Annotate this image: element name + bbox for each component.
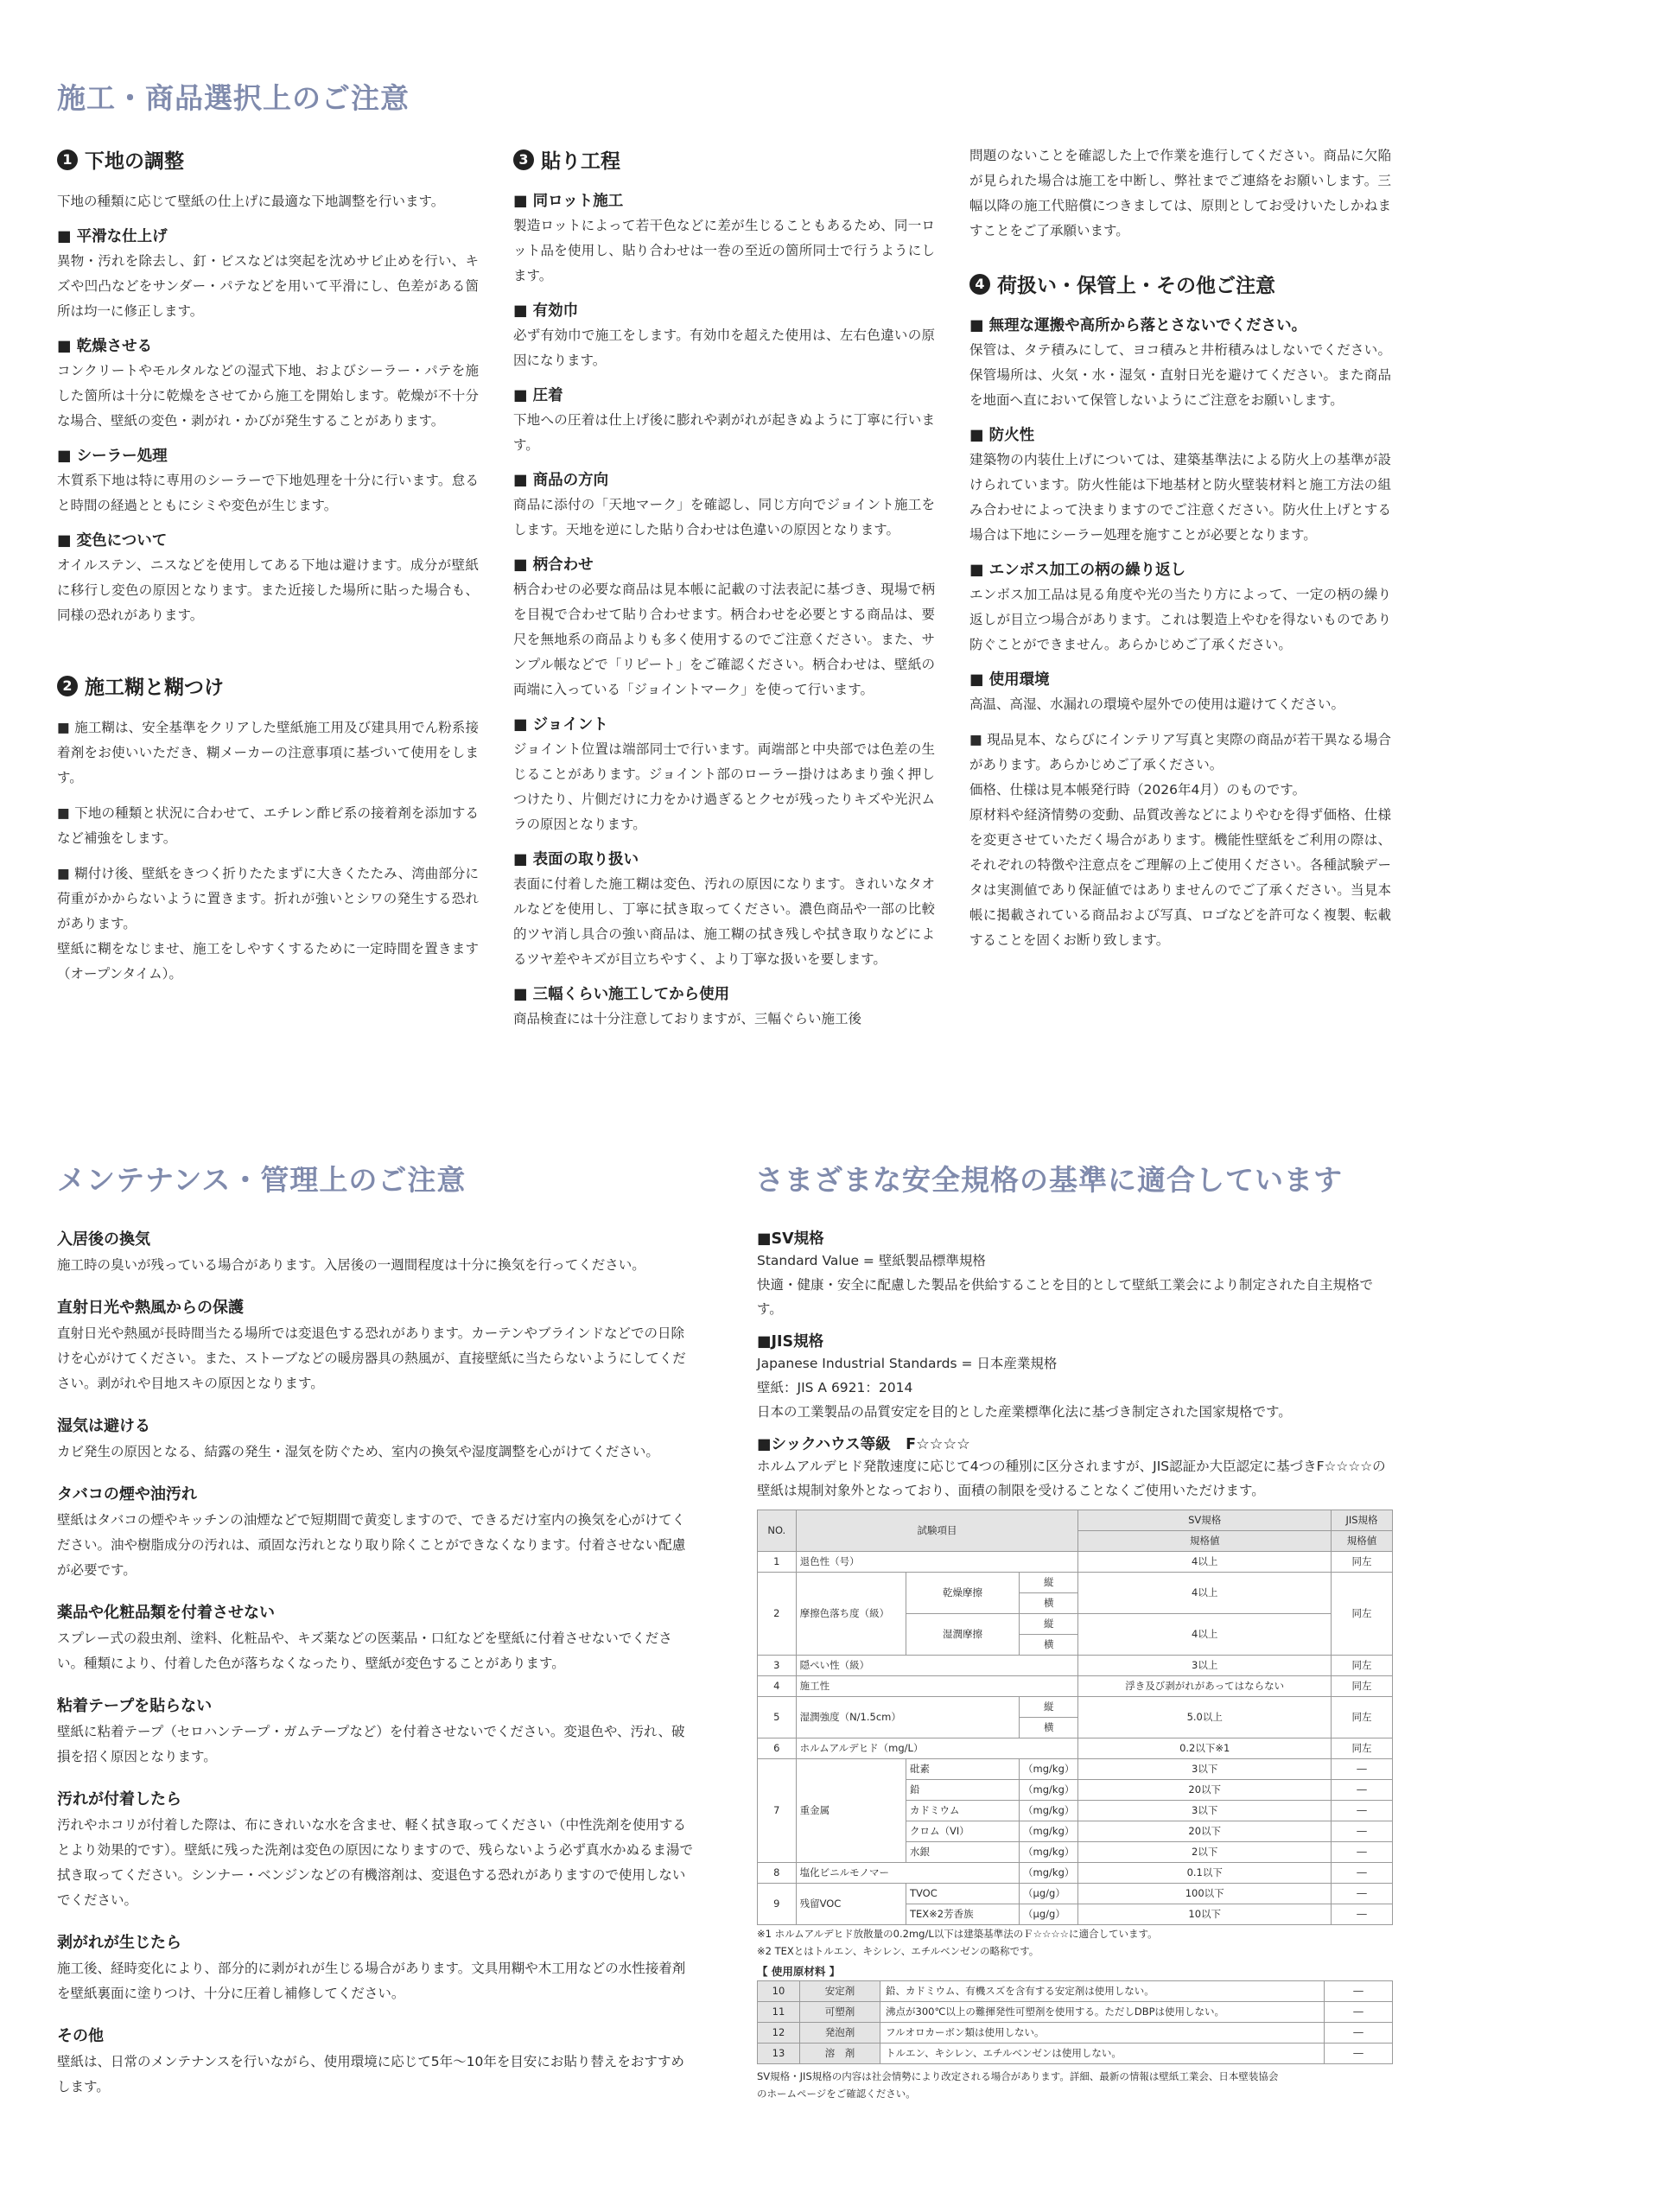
cell: 乾燥摩擦 [906,1573,1019,1614]
table-header: SV規格 [1078,1510,1332,1531]
cell: 13 [758,2044,800,2064]
subhead: ■ エンボス加工の柄の繰り返し [969,558,1391,580]
cell: （mg/kg） [1020,1863,1078,1884]
body-text: 商品に添付の「天地マーク」を確認し、同じ方向でジョイント施工をします。天地を逆にした貼り合わせは色違いの原因となります。 [513,497,935,537]
cell: 3 [758,1656,797,1676]
body-text: 表面に付着した施工糊は変色、汚れの原因になります。きれいなタオルなどを使用し、丁寧に拭き取ってください。濃色商品や一部の比較的ツヤ消し具合の強い商品は、施工糊の拭き残しや拭き取りなどによるツヤ差やキズが目立ちやすく、より丁寧な扱いを要します。 [513,876,935,967]
cell: ― [1332,1863,1393,1884]
table-header: JIS規格 [1332,1510,1393,1531]
cell: 残留VOC [796,1884,906,1925]
cell: 湿潤摩擦 [906,1614,1019,1656]
cell: （μg/g） [1020,1884,1078,1904]
cell: 10以下 [1078,1904,1332,1925]
section1-title: 施工・商品選択上のご注意 [57,81,410,115]
table-row [758,1573,1393,1593]
subhead: ■ 防火性 [969,423,1391,445]
item-smooth-finish [57,225,479,324]
table-row [758,2002,1393,2023]
jis-line: Japanese Industrial Standards = 日本産業規格 [757,1356,1058,1371]
paste-item: ■ 下地の種類と状況に合わせて、エチレン酢ビ系の接着剤を添加するなど補強をします。 [57,801,479,851]
item-pressing [513,384,935,458]
subhead: ■ 使用環境 [969,668,1391,690]
cell: ― [1325,1981,1393,2002]
body-text: 柄合わせの必要な商品は見本帳に記載の寸法表記に基づき、現場で柄を目視で合わせて貼り合わせます。柄合わせを必要とする商品は、要尺を無地系の商品よりも多く使用するのでご注意ください。また、サンプル帳などで「リピート」をご確認ください。柄合わせは、壁紙の両端に入っている「ジョイントマーク」を使って行います。 [513,582,935,697]
cell: 摩擦色落ち度（級） [796,1573,906,1656]
item-pattern-match [513,553,935,702]
cell: TVOC [906,1884,1019,1904]
maintenance-list [57,1227,693,2117]
maintenance-item [57,1930,693,2006]
table-header: 試験項目 [796,1510,1078,1552]
item-surface [513,848,935,972]
cell: 溶 剤 [800,2044,880,2064]
cell: 0.2以下※1 [1078,1738,1332,1759]
cell: （mg/kg） [1020,1759,1078,1780]
cell: 同左 [1332,1573,1393,1656]
table-row [758,2023,1393,2044]
cell: 縦 [1020,1697,1078,1718]
subhead: ■ 同ロット施工 [513,189,935,211]
subhead: ■ シーラー処理 [57,444,479,466]
cell: ― [1332,1842,1393,1863]
subhead: ■ 商品の方向 [513,468,935,490]
cell: 水銀 [906,1842,1019,1863]
sickhouse-line: ホルムアルデヒド発散速度に応じて4つの種別に区分されますが、JIS認証か大臣認定に基づきF☆☆☆☆の壁紙は規制対象外となっており、面積の制限を受けることなくご使用いただけます。 [757,1459,1386,1498]
cell: 隠ぺい性（級） [796,1656,1078,1676]
item-head: 汚れが付着したら [57,1790,181,1808]
item-body: 施工時の臭いが残っている場合があります。入居後の一週間程度は十分に換気を行ってください。 [57,1257,645,1273]
cell: 同左 [1332,1656,1393,1676]
cell: 可塑剤 [800,2002,880,2023]
cell: 100以下 [1078,1884,1332,1904]
cell: ― [1325,2002,1393,2023]
number-badge-2: 2 [57,676,78,696]
cell: 塩化ビニルモノマー [796,1863,1019,1884]
body-text: 商品検査には十分注意しておりますが、三幅ぐらい施工後 [513,1011,862,1027]
item-three-widths [513,982,935,1032]
table-row [758,1981,1393,2002]
body-text: エンボス加工品は見る角度や光の当たり方によって、一定の柄の繰り返しが目立つ場合があります。これは製造上やむを得ないものであり防ぐことができません。あらかじめご了承ください。 [969,587,1391,652]
paste-item-tail: 壁紙に糊をなじませ、施工をしやすくするために一定時間を置きます（オープンタイム）。 [57,941,479,982]
cell: ― [1332,1884,1393,1904]
cell: カドミウム [906,1801,1019,1821]
cell: 沸点が300℃以上の難揮発性可塑剤を使用する。ただしDBPは使用しない。 [880,2002,1325,2023]
subhead: ■ 圧着 [513,384,935,405]
cell: 2 [758,1573,797,1656]
table-header: NO. [758,1510,797,1552]
heading-text: 下地の調整 [85,150,184,173]
item-joint [513,713,935,837]
cell: 3以下 [1078,1801,1332,1821]
cell: 4以上 [1078,1573,1332,1614]
cell: 3以下 [1078,1759,1332,1780]
table-row [758,2044,1393,2064]
cell: 砒素 [906,1759,1019,1780]
table-header: 規格値 [1078,1531,1332,1552]
cell: ― [1325,2044,1393,2064]
legal-notice: 原材料や経済情勢の変動、品質改善などによりやむを得ず価格、仕様を変更させていただく場合があります。機能性壁紙をご利用の際は、それぞれの特徴や注意点をご理解の上ご使用ください。各種試験データは実測値であり保証値ではありませんのでご了承ください。当見本帳に掲載されている商品および写真、ロゴなどを許可なく複製、転載することを固くお断り致します。 [969,807,1391,948]
jis-line: 壁紙：JIS A 6921：2014 [757,1380,913,1395]
cell: ― [1332,1904,1393,1925]
section3-title: さまざまな安全規格の基準に適合しています [755,1163,1343,1197]
item-body: 施工後、経時変化により、部分的に剥がれが生じる場合があります。文具用糊や木工用などの水性接着剤を壁紙裏面に塗りつけ、十分に圧着し補修してください。 [57,1961,686,2001]
body-text: 保管は、タテ積みにして、ヨコ積みと井桁積みはしないでください。保管場所は、火気・水・湿気・直射日光を避けてください。また商品を地面へ直において保管しないようにご注意をお願いします。 [969,342,1391,408]
cell: 0.1以下 [1078,1863,1332,1884]
item-head: 湿気は避ける [57,1417,150,1435]
maintenance-item [57,1787,693,1913]
body-text: オイルステン、ニスなどを使用してある下地は避けます。成分が壁紙に移行し変色の原因となります。また近接した場所に貼った場合も、同様の恐れがあります。 [57,557,479,623]
body-text: 建築物の内装仕上げについては、建築基準法による防火上の基準が設けられています。防火性能は下地基材と防火壁装材料と施工方法の組み合わせによって決まりますのでご注意ください。防火仕上げとする場合は下地にシーラー処理を施すことが必要となります。 [969,452,1391,543]
cell: 3以上 [1078,1656,1332,1676]
cell: ― [1332,1780,1393,1801]
cell: （mg/kg） [1020,1842,1078,1863]
cell: 鉛 [906,1780,1019,1801]
table-row [758,1552,1393,1573]
item-body: 壁紙はタバコの煙やキッチンの油煙などで短期間で黄変しますので、できるだけ室内の換気を心がけてください。油や樹脂成分の汚れは、頑固な汚れとなり取り除くことができなくなります。付着させない配慮が必要です。 [57,1512,686,1578]
cell: 横 [1020,1635,1078,1656]
heading-text: 施工糊と糊つけ [85,677,224,699]
cell: ホルムアルデヒド（mg/L） [796,1738,1078,1759]
item-sealer [57,444,479,518]
footer-note: SV規格・JIS規格の内容は社会情勢により改定される場合があります。詳細、最新の情報は壁紙工業会、日本壁装協会 [757,2070,1279,2082]
table-row [758,1759,1393,1780]
cell: 2以下 [1078,1842,1332,1863]
item-head: 剥がれが生じたら [57,1934,181,1952]
cell: 10 [758,1981,800,2002]
table-row [758,1884,1393,1904]
subhead: ■ 平滑な仕上げ [57,225,479,246]
item-emboss [969,558,1391,658]
cell: 6 [758,1738,797,1759]
item-body: カビ発生の原因となる、結露の発生・湿気を防ぐため、室内の換気や湿度調整を心がけてください。 [57,1444,659,1459]
cell: 横 [1020,1593,1078,1614]
cell: ― [1332,1821,1393,1842]
cell: 4 [758,1676,797,1697]
cell: 安定剤 [800,1981,880,2002]
sv-line: Standard Value = 壁紙製品標準規格 [757,1253,986,1268]
sv-heading: ■SV規格 [757,1230,824,1248]
item-environment [969,668,1391,717]
cell: 縦 [1020,1614,1078,1635]
cell: （mg/kg） [1020,1821,1078,1842]
cell: （mg/kg） [1020,1780,1078,1801]
subhead: ■ 無理な運搬や高所から落とさないでください。 [969,314,1391,335]
item-head: 粘着テープを貼らない [57,1697,213,1715]
subhead: ■ 乾燥させる [57,334,479,356]
item-fireproof [969,423,1391,548]
item-body: 汚れやホコリが付着した際は、布にきれいな水を含ませ、軽く拭き取ってください（中性洗剤を使用するとより効果的です）。壁紙に残った洗剤は変色の原因になりますので、残らないよう必ず真水かぬるま湯で拭き取ってください。シンナー・ベンジンなどの有機溶剤は、変退色する恐れがありますので使用しないでください。 [57,1817,693,1908]
cell: 湿潤強度（N/1.5cm） [796,1697,1019,1738]
cell: 20以下 [1078,1821,1332,1842]
item-transport [969,314,1391,413]
heading-hanging-process [513,145,935,174]
cell: ― [1325,2023,1393,2044]
cell: 発泡剤 [800,2023,880,2044]
cell: （mg/kg） [1020,1801,1078,1821]
cell: （μg/g） [1020,1904,1078,1925]
table-row [758,1697,1393,1718]
cell: 11 [758,2002,800,2023]
item-head: タバコの煙や油汚れ [57,1485,197,1503]
body-text: ジョイント位置は端部同士で行います。両端部と中央部では色差の生じることがあります。ジョイント部のローラー掛けはあまり強く押しつけたり、片側だけに力をかけ過ぎるとクセが残ったりキズや光沢ムラの原因となります。 [513,741,935,832]
table-row [758,1676,1393,1697]
cell: 同左 [1332,1676,1393,1697]
jis-line: 日本の工業製品の品質安定を目的とした産業標準化法に基づき制定された国家規格です。 [757,1404,1292,1420]
cell: 退色性（号） [796,1552,1078,1573]
heading-base-adjustment [57,145,479,174]
subhead: ■ 三幅くらい施工してから使用 [513,982,935,1004]
section1-column-1 [57,145,479,997]
section1-column-3 [969,143,1391,963]
standards-table [757,1510,1393,1925]
subhead: ■ 変色について [57,529,479,550]
table-row [758,1863,1393,1884]
item-direction [513,468,935,543]
body-text: コンクリートやモルタルなどの湿式下地、およびシーラー・パテを施した箇所は十分に乾燥をさせてから施工を開始します。乾燥が不十分な場合、壁紙の変色・剥がれ・かびが発生することがあります。 [57,363,479,429]
item-body: 壁紙に粘着テープ（セロハンテープ・ガムテープなど）を付着させないでください。変退色や、汚れ、破損を招く原因となります。 [57,1724,685,1764]
cell: 同左 [1332,1697,1393,1738]
table-row [758,1738,1393,1759]
cell: TEX※2芳香族 [906,1904,1019,1925]
cell: 縦 [1020,1573,1078,1593]
item-body: 直射日光や熱風が長時間当たる場所では変退色する恐れがあります。カーテンやブラインドなどでの日除けを心がけてください。また、ストーブなどの暖房器具の熱風が、直接壁紙に当たらないようにしてください。剥がれや目地スキの原因となります。 [57,1325,686,1391]
table-row [758,1656,1393,1676]
cell: トルエン、キシレン、エチルベンゼンは使用しない。 [880,2044,1325,2064]
number-badge-1: 1 [57,149,78,170]
cell: 同左 [1332,1552,1393,1573]
maintenance-item [57,1482,693,1583]
cell: 20以下 [1078,1780,1332,1801]
maintenance-item [57,1694,693,1770]
sample-notice: ■ 現品見本、ならびにインテリア写真と実際の商品が若干異なる場合があります。あらかじめご了承ください。 [969,728,1391,778]
cell: 同左 [1332,1738,1393,1759]
number-badge-4: 4 [969,274,990,295]
item-head: 薬品や化粧品類を付着させない [57,1604,275,1622]
sv-line: 快適・健康・安全に配慮した製品を供給することを目的として壁紙工業会により制定された自主規格です。 [757,1277,1374,1317]
cell: 9 [758,1884,797,1925]
cell: 重金属 [796,1759,906,1863]
materials-heading: 【 使用原材料 】 [757,1965,841,1978]
heading-text: 荷扱い・保管上・その他ご注意 [997,275,1275,297]
table-note: ※1 ホルムアルデヒド放散量の0.2mg/L以下は建築基準法のＦ☆☆☆☆に適合しています。 [757,1928,1158,1940]
sickhouse-heading: ■シックハウス等級 F☆☆☆☆ [757,1436,970,1453]
cell: 横 [1020,1718,1078,1738]
item-discoloration [57,529,479,628]
cell: 施工性 [796,1676,1078,1697]
cell: 4以上 [1078,1614,1332,1656]
item-head: その他 [57,2027,104,2045]
subhead: ■ 表面の取り扱い [513,848,935,869]
cell: 8 [758,1863,797,1884]
cell: 5.0以上 [1078,1697,1332,1738]
item-head: 入居後の換気 [57,1230,150,1249]
cell: ― [1332,1801,1393,1821]
materials-table [757,1980,1393,2064]
section2-title: メンテナンス・管理上のご注意 [57,1163,467,1197]
cell: 1 [758,1552,797,1573]
table-header: 規格値 [1332,1531,1393,1552]
body-text: 製造ロットによって若干色などに差が生じることもあるため、同一ロット品を使用し、貼り合わせは一巻の至近の箇所同士で行うようにします。 [513,218,935,283]
price-notice: 価格、仕様は見本帳発行時（2026年4月）のものです。 [969,782,1306,798]
maintenance-item [57,1295,693,1396]
cell: 4以上 [1078,1552,1332,1573]
cell: クロム（VI） [906,1821,1019,1842]
subhead: ■ 有効巾 [513,299,935,321]
subhead: ■ 柄合わせ [513,553,935,575]
item-body: 壁紙は、日常のメンテナンスを行いながら、使用環境に応じて5年〜10年を目安にお貼り替えをおすすめします。 [57,2054,685,2094]
body-text: 必ず有効巾で施工をします。有効巾を超えた使用は、左右色違いの原因になります。 [513,327,935,368]
cell: 5 [758,1697,797,1738]
cell: ― [1332,1759,1393,1780]
body-text: 木質系下地は特に専用のシーラーで下地処理を十分に行います。怠ると時間の経過とともにシミや変色が生じます。 [57,473,479,513]
maintenance-item [57,1414,693,1465]
cell: フルオロカーボン類は使用しない。 [880,2023,1325,2044]
maintenance-item [57,2024,693,2100]
cell: 浮き及び剥がれがあってはならない [1078,1676,1332,1697]
subhead: ■ ジョイント [513,713,935,734]
item-same-lot [513,189,935,289]
standards-block [757,1227,1396,2102]
jis-heading: ■JIS規格 [757,1333,824,1351]
intro-text: 下地の種類に応じて壁紙の仕上げに最適な下地調整を行います。 [57,194,445,209]
heading-paste [57,671,479,700]
item-drying [57,334,479,434]
maintenance-item [57,1600,693,1676]
cell: 7 [758,1759,797,1863]
paste-item: ■ 施工糊は、安全基準をクリアした壁紙施工用及び建具用でん粉系接着剤をお使いいただき、糊メーカーの注意事項に基づいて使用をします。 [57,715,479,791]
footer-note: のホームページをご確認ください。 [757,2088,916,2100]
heading-text: 貼り工程 [541,150,620,173]
number-badge-3: 3 [513,149,534,170]
section1-column-2 [513,145,935,1042]
body-text: 高温、高湿、水漏れの環境や屋外での使用は避けてください。 [969,696,1345,712]
maintenance-item [57,1227,693,1278]
item-head: 直射日光や熱風からの保護 [57,1299,244,1317]
paste-item: ■ 糊付け後、壁紙をきつく折りたたまずに大きくたたみ、湾曲部分に荷重がかからないように置きます。折れが強いとシワの発生する恐れがあります。 [57,861,479,937]
item-effective-width [513,299,935,373]
table-note: ※2 TEXとはトルエン、キシレン、エチルベンゼンの略称です。 [757,1945,1039,1957]
heading-handling [969,270,1391,298]
item-body: スプレー式の殺虫剤、塗料、化粧品や、キズ薬などの医薬品・口紅などを壁紙に付着させないでください。種類により、付着した色が落ちなくなったり、壁紙が変色することがあります。 [57,1630,672,1671]
cell: 鉛、カドミウム、有機スズを含有する安定剤は使用しない。 [880,1981,1325,2002]
body-text: 異物・汚れを除去し、釘・ビスなどは突起を沈めサビ止めを行い、キズや凹凸などをサンダー・パテなどを用いて平滑にし、色差がある箇所は均一に修正します。 [57,253,479,319]
continued-text: 問題のないことを確認した上で作業を進行してください。商品に欠陥が見られた場合は施工を中断し、弊社までご連絡をお願いします。三幅以降の施工代賠償につきましては、原則としてお受けいたしかねますことをご了承願います。 [969,148,1391,238]
body-text: 下地への圧着は仕上げ後に膨れや剥がれが起きぬように丁寧に行います。 [513,412,935,453]
cell: 12 [758,2023,800,2044]
